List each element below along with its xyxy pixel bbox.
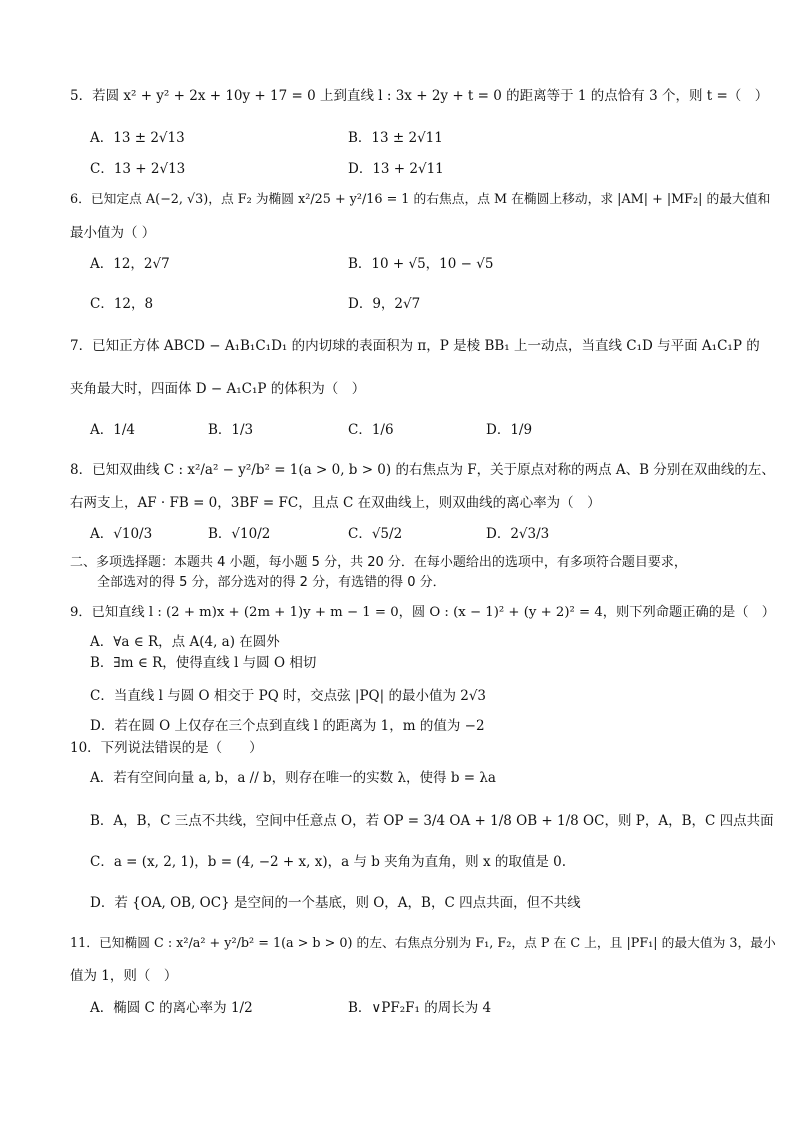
q10-option-a: A．若有空间向量 a, b，a // b，则存在唯一的实数 λ，使得 b = λa: [90, 770, 496, 786]
q7-option-b: B．1/3: [208, 422, 254, 438]
q9-stem: 9．已知直线 l : (2 + m)x + (2m + 1)y + m − 1 = 0，圆 O : (x − 1)² + (y + 2)² = 4，则下列命题正确的是（ ）: [70, 605, 776, 620]
q6-option-a: A．12，2√7: [90, 256, 170, 272]
q5-option-d: D．13 + 2√11: [348, 161, 444, 177]
q6-stem-line1: 6．已知定点 A(−2, √3)，点 F₂ 为椭圆 x²/25 + y²/16 = 1 的右焦点，点 M 在椭圆上移动，求 |AM| + |MF₂| 的最大值和: [70, 192, 771, 207]
q6-option-d: D．9，2√7: [348, 296, 421, 312]
q9-option-b: B．∃m ∈ R，使得直线 l 与圆 O 相切: [90, 655, 317, 671]
q10-option-b: B．A，B，C 三点不共线，空间中任意点 O，若 OP = 3/4 OA + 1/8 OB + 1/8 OC，则 P，A，B，C 四点共面: [90, 813, 774, 829]
q7-option-c: C．1/6: [348, 422, 394, 438]
q8-option-c: C．√5/2: [348, 526, 403, 542]
q9-option-a: A．∀a ∈ R，点 A(4, a) 在圆外: [90, 634, 280, 650]
q6-stem-line2: 最小值为（ ）: [70, 225, 156, 241]
q5-option-b: B．13 ± 2√11: [348, 130, 443, 146]
q8-stem-line1: 8．已知双曲线 C : x²/a² − y²/b² = 1(a > 0, b > 0) 的右焦点为 F，关于原点对称的两点 A、B 分别在双曲线的左、: [70, 462, 775, 478]
q7-option-d: D．1/9: [486, 422, 533, 438]
q7-stem-line1: 7．已知正方体 ABCD − A₁B₁C₁D₁ 的内切球的表面积为 π，P 是棱 BB₁ 上一动点，当直线 C₁D 与平面 A₁C₁P 的: [70, 338, 760, 354]
q5-option-c: C．13 + 2√13: [90, 161, 186, 177]
q8-option-a: A．√10/3: [90, 526, 153, 542]
q5-option-a: A．13 ± 2√13: [90, 130, 185, 146]
q9-option-d: D．若在圆 O 上仅存在三个点到直线 l 的距离为 1，m 的值为 −2: [90, 718, 485, 734]
q6-option-c: C．12，8: [90, 296, 154, 312]
q7-option-a: A．1/4: [90, 422, 135, 438]
q6-option-b: B．10 + √5，10 − √5: [348, 256, 494, 272]
q11-option-b: B．∨PF₂F₁ 的周长为 4: [348, 1000, 492, 1016]
q11-stem-line2: 值为 1，则（ ）: [70, 968, 178, 984]
q10-option-d: D．若 {OA, OB, OC} 是空间的一个基底，则 O，A，B，C 四点共面，但不共线: [90, 895, 581, 911]
q10-stem: 10．下列说法错误的是（ ）: [70, 740, 263, 756]
q8-option-d: D．2√3/3: [486, 526, 550, 542]
section-2-line1: 二、多项选择题：本题共 4 小题，每小题 5 分，共 20 分．在每小题给出的选项中，有多项符合题目要求，: [70, 555, 687, 570]
q10-option-c: C．a = (x, 2, 1)，b = (4, −2 + x, x)，a 与 b 夹角为直角，则 x 的取值是 0.: [90, 854, 567, 870]
section-2-line2: 全部选对的得 5 分，部分选对的得 2 分，有选错的得 0 分．: [97, 575, 446, 590]
q7-stem-line2: 夹角最大时，四面体 D − A₁C₁P 的体积为（ ）: [70, 381, 366, 397]
q8-stem-line2: 右两支上，AF · FB = 0，3BF = FC，且点 C 在双曲线上，则双曲线的离心率为（ ）: [70, 495, 601, 511]
q11-stem-line1: 11．已知椭圆 C : x²/a² + y²/b² = 1(a > b > 0) 的左、右焦点分别为 F₁, F₂，点 P 在 C 上，且 |PF₁| 的最大值为 3，最小: [70, 936, 776, 951]
q11-option-a: A．椭圆 C 的离心率为 1/2: [90, 1000, 253, 1016]
q8-option-b: B．√10/2: [208, 526, 271, 542]
q9-option-c: C．当直线 l 与圆 O 相交于 PQ 时，交点弦 |PQ| 的最小值为 2√3: [90, 688, 487, 704]
q5-stem: 5．若圆 x² + y² + 2x + 10y + 17 = 0 上到直线 l : 3x + 2y + t = 0 的距离等于 1 的点恰有 3 个，则 t =（ ）: [70, 88, 769, 104]
